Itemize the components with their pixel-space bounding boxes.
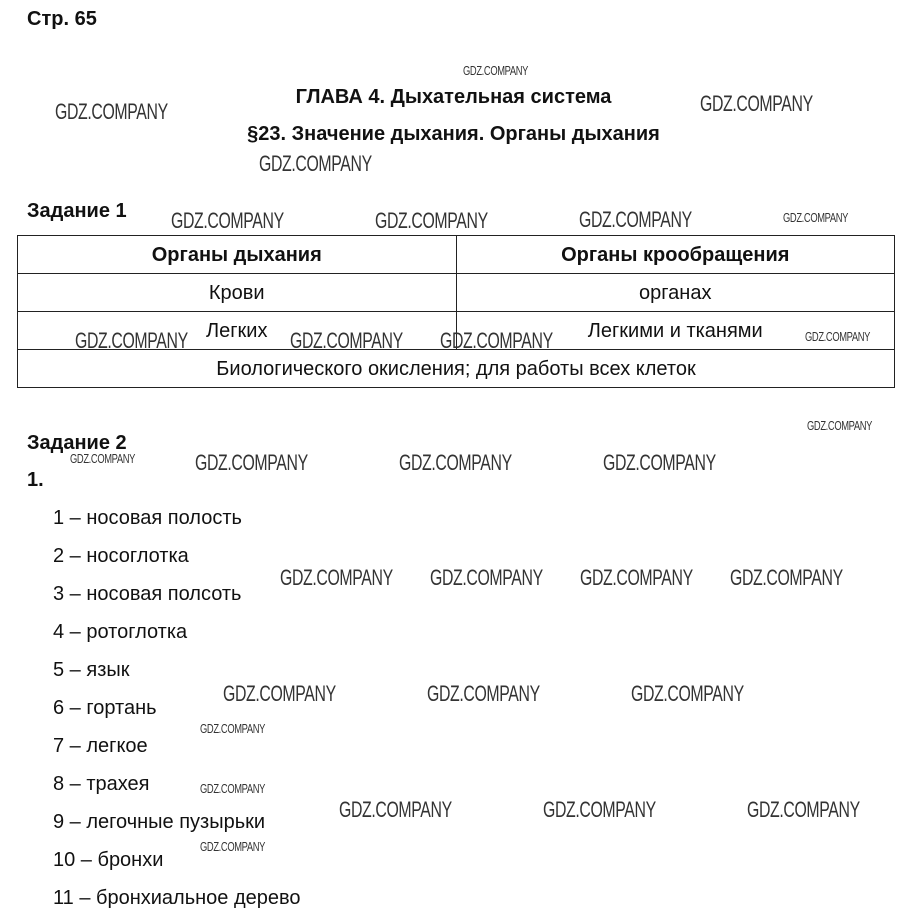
table-row	[18, 274, 895, 312]
header-cell: Органы крообращения	[456, 236, 895, 274]
task2-number: 1.	[27, 469, 44, 491]
watermark: GDZ.COMPANY	[580, 565, 693, 590]
watermark: GDZ.COMPANY	[195, 450, 308, 475]
list-item: 10 – бронхи	[53, 849, 164, 871]
list-item: 3 – носовая полсоть	[53, 583, 242, 605]
watermark: GDZ.COMPANY	[375, 208, 488, 233]
list-item: 11 – бронхиальное дерево	[53, 887, 301, 909]
header-cell: Органы дыхания	[18, 236, 457, 274]
watermark: GDZ.COMPANY	[807, 418, 873, 433]
watermark: GDZ.COMPANY	[579, 207, 692, 232]
chapter-title: ГЛАВА 4. Дыхательная система	[295, 86, 612, 108]
watermark: GDZ.COMPANY	[339, 797, 452, 822]
list-item: 4 – ротоглотка	[53, 621, 188, 643]
section-title: §23. Значение дыхания. Органы дыхания	[247, 123, 660, 145]
list-item: 6 – гортань	[53, 697, 157, 719]
watermark: GDZ.COMPANY	[805, 329, 871, 344]
watermark: GDZ.COMPANY	[427, 681, 540, 706]
table-cell: Крови	[18, 274, 457, 312]
task1-table	[17, 235, 895, 388]
watermark: GDZ.COMPANY	[430, 565, 543, 590]
list-item: 5 – язык	[53, 659, 130, 681]
watermark: GDZ.COMPANY	[55, 99, 168, 124]
table-cell: Легкими и тканями	[456, 312, 895, 350]
watermark: GDZ.COMPANY	[290, 328, 403, 353]
list-item: 1 – носовая полость	[53, 507, 242, 529]
table-header-row	[18, 236, 895, 274]
list-item: 9 – легочные пузырьки	[53, 811, 266, 833]
table-cell: Биологического окисления; для работы всех клеток	[18, 350, 895, 388]
watermark: GDZ.COMPANY	[631, 681, 744, 706]
list-item: 8 – трахея	[53, 773, 150, 795]
table-cell: Легких	[18, 312, 457, 350]
watermark: GDZ.COMPANY	[280, 565, 393, 590]
watermark: GDZ.COMPANY	[200, 721, 266, 736]
watermark: GDZ.COMPANY	[75, 328, 188, 353]
table-cell: органах	[456, 274, 895, 312]
watermark: GDZ.COMPANY	[200, 781, 266, 796]
watermark: GDZ.COMPANY	[70, 451, 136, 466]
task1-title: Задание 1	[27, 200, 127, 222]
watermark: GDZ.COMPANY	[200, 839, 266, 854]
watermark: GDZ.COMPANY	[399, 450, 512, 475]
watermark: GDZ.COMPANY	[543, 797, 656, 822]
watermark: GDZ.COMPANY	[223, 681, 336, 706]
watermark: GDZ.COMPANY	[730, 565, 843, 590]
list-item: 2 – носоглотка	[53, 545, 189, 567]
page-label: Стр. 65	[27, 8, 97, 30]
watermark: GDZ.COMPANY	[700, 91, 813, 116]
watermark: GDZ.COMPANY	[440, 328, 553, 353]
watermark: GDZ.COMPANY	[463, 63, 529, 78]
list-item: 7 – легкое	[53, 735, 148, 757]
task2-title: Задание 2	[27, 432, 127, 454]
watermark: GDZ.COMPANY	[603, 450, 716, 475]
table-row	[18, 350, 895, 388]
watermark: GDZ.COMPANY	[259, 151, 372, 176]
watermark: GDZ.COMPANY	[783, 210, 849, 225]
watermark: GDZ.COMPANY	[171, 208, 284, 233]
watermark: GDZ.COMPANY	[747, 797, 860, 822]
